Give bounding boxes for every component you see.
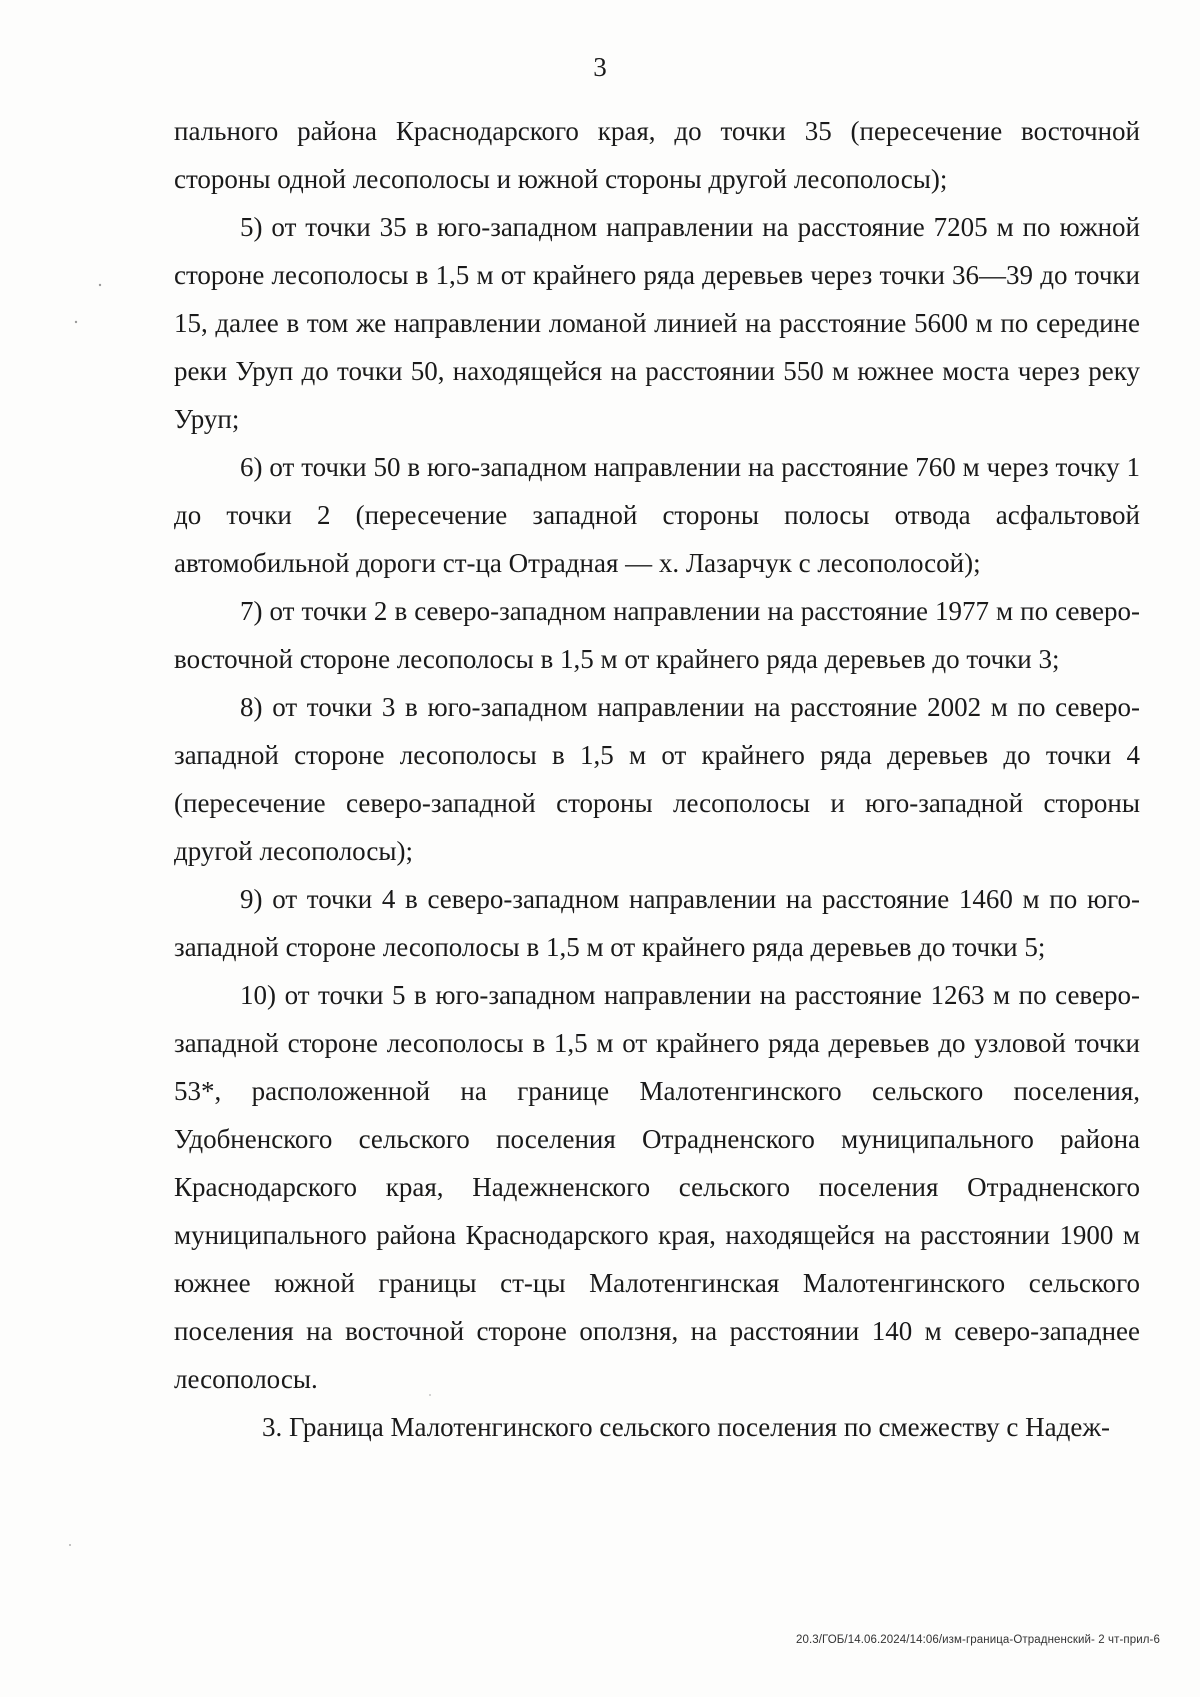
item-number: 8) — [240, 692, 263, 722]
paragraph-text: от точки 4 в северо-западном направлении на расстояние 1460 м по юго-западной стороне лесополосы в 1,5 м от крайнего ряда деревьев до точки 5; — [174, 884, 1141, 962]
paragraph-item-5 — [174, 203, 1140, 443]
paragraph-text: от точки 5 в юго-западном направлении на расстояние 1263 м по северо-западной стороне лесополосы в 1,5 м от крайнего ряда деревьев до узловой точки 53*, расположенной на границе Малотенгинского сельского поселения, Удобненского сельского поселения Отрадненского муниципального района Краснодарского края, Надежненского сельского поселения Отрадненского муниципального района Краснодарского края, находящейся на расстоянии 1900 м южнее южной границы ст-цы Малотенгинская Малотенгинского сельского поселения на восточной стороне оползня, на расстоянии 140 м северо-западнее лесополосы. — [174, 980, 1141, 1394]
paragraph-text: от точки 2 в северо-западном направлении на расстояние 1977 м по северо-восточной стороне лесополосы в 1,5 м от крайнего ряда деревьев до точки 3; — [174, 596, 1140, 674]
item-number: 5) — [240, 212, 263, 242]
paragraph-text: Граница Малотенгинского сельского поселения по смежеству с Надеж- — [289, 1412, 1110, 1442]
item-number: 9) — [240, 884, 263, 914]
scan-speck — [69, 1544, 71, 1546]
document-body — [174, 107, 1140, 1451]
document-footer-id: 20.3/ГОБ/14.06.2024/14:06/изм-граница-Отрадненский- 2 чт-прил-6 — [795, 1634, 1160, 1646]
paragraph-item-7 — [174, 587, 1140, 683]
item-number: 10) — [240, 980, 276, 1010]
section-number: 3. — [262, 1412, 283, 1442]
paragraph-text: от точки 3 в юго-западном направлении на расстояние 2002 м по северо-западной стороне лесополосы в 1,5 м от крайнего ряда деревьев до точки 4 (пересечение северо-западной стороны лесополосы и юго-западной стороны другой лесополосы); — [174, 692, 1141, 866]
page-number: 3 — [593, 52, 607, 82]
paragraph-text: пального района Краснодарского края, до точки 35 (пересечение восточной стороны одной лесополосы и южной стороны другой лесополосы); — [174, 116, 1140, 194]
item-number: 7) — [240, 596, 263, 626]
paragraph-text: от точки 50 в юго-западном направлении на расстояние 760 м через точку 1 до точки 2 (пересечение западной стороны полосы отвода асфальтовой автомобильной дороги ст-ца Отрадная — х. Лазарчук с лесополосой); — [174, 452, 1140, 578]
scan-speck — [75, 321, 77, 323]
scan-speck — [99, 284, 101, 286]
paragraph-item-6 — [174, 443, 1140, 587]
item-number: 6) — [240, 452, 263, 482]
paragraph-item-8 — [174, 683, 1140, 875]
paragraph-continuation — [174, 107, 1140, 203]
paragraph-text: от точки 35 в юго-западном направлении на расстояние 7205 м по южной стороне лесополосы в 1,5 м от крайнего ряда деревьев через точки 36—39 до точки 15, далее в том же направлении ломаной линией на расстояние 5600 м по середине реки Уруп до точки 50, находящейся на расстоянии 550 м южнее моста через реку Уруп; — [174, 212, 1141, 434]
paragraph-item-10 — [174, 971, 1140, 1403]
paragraph-section-3 — [174, 1403, 1140, 1451]
paragraph-item-9 — [174, 875, 1140, 971]
